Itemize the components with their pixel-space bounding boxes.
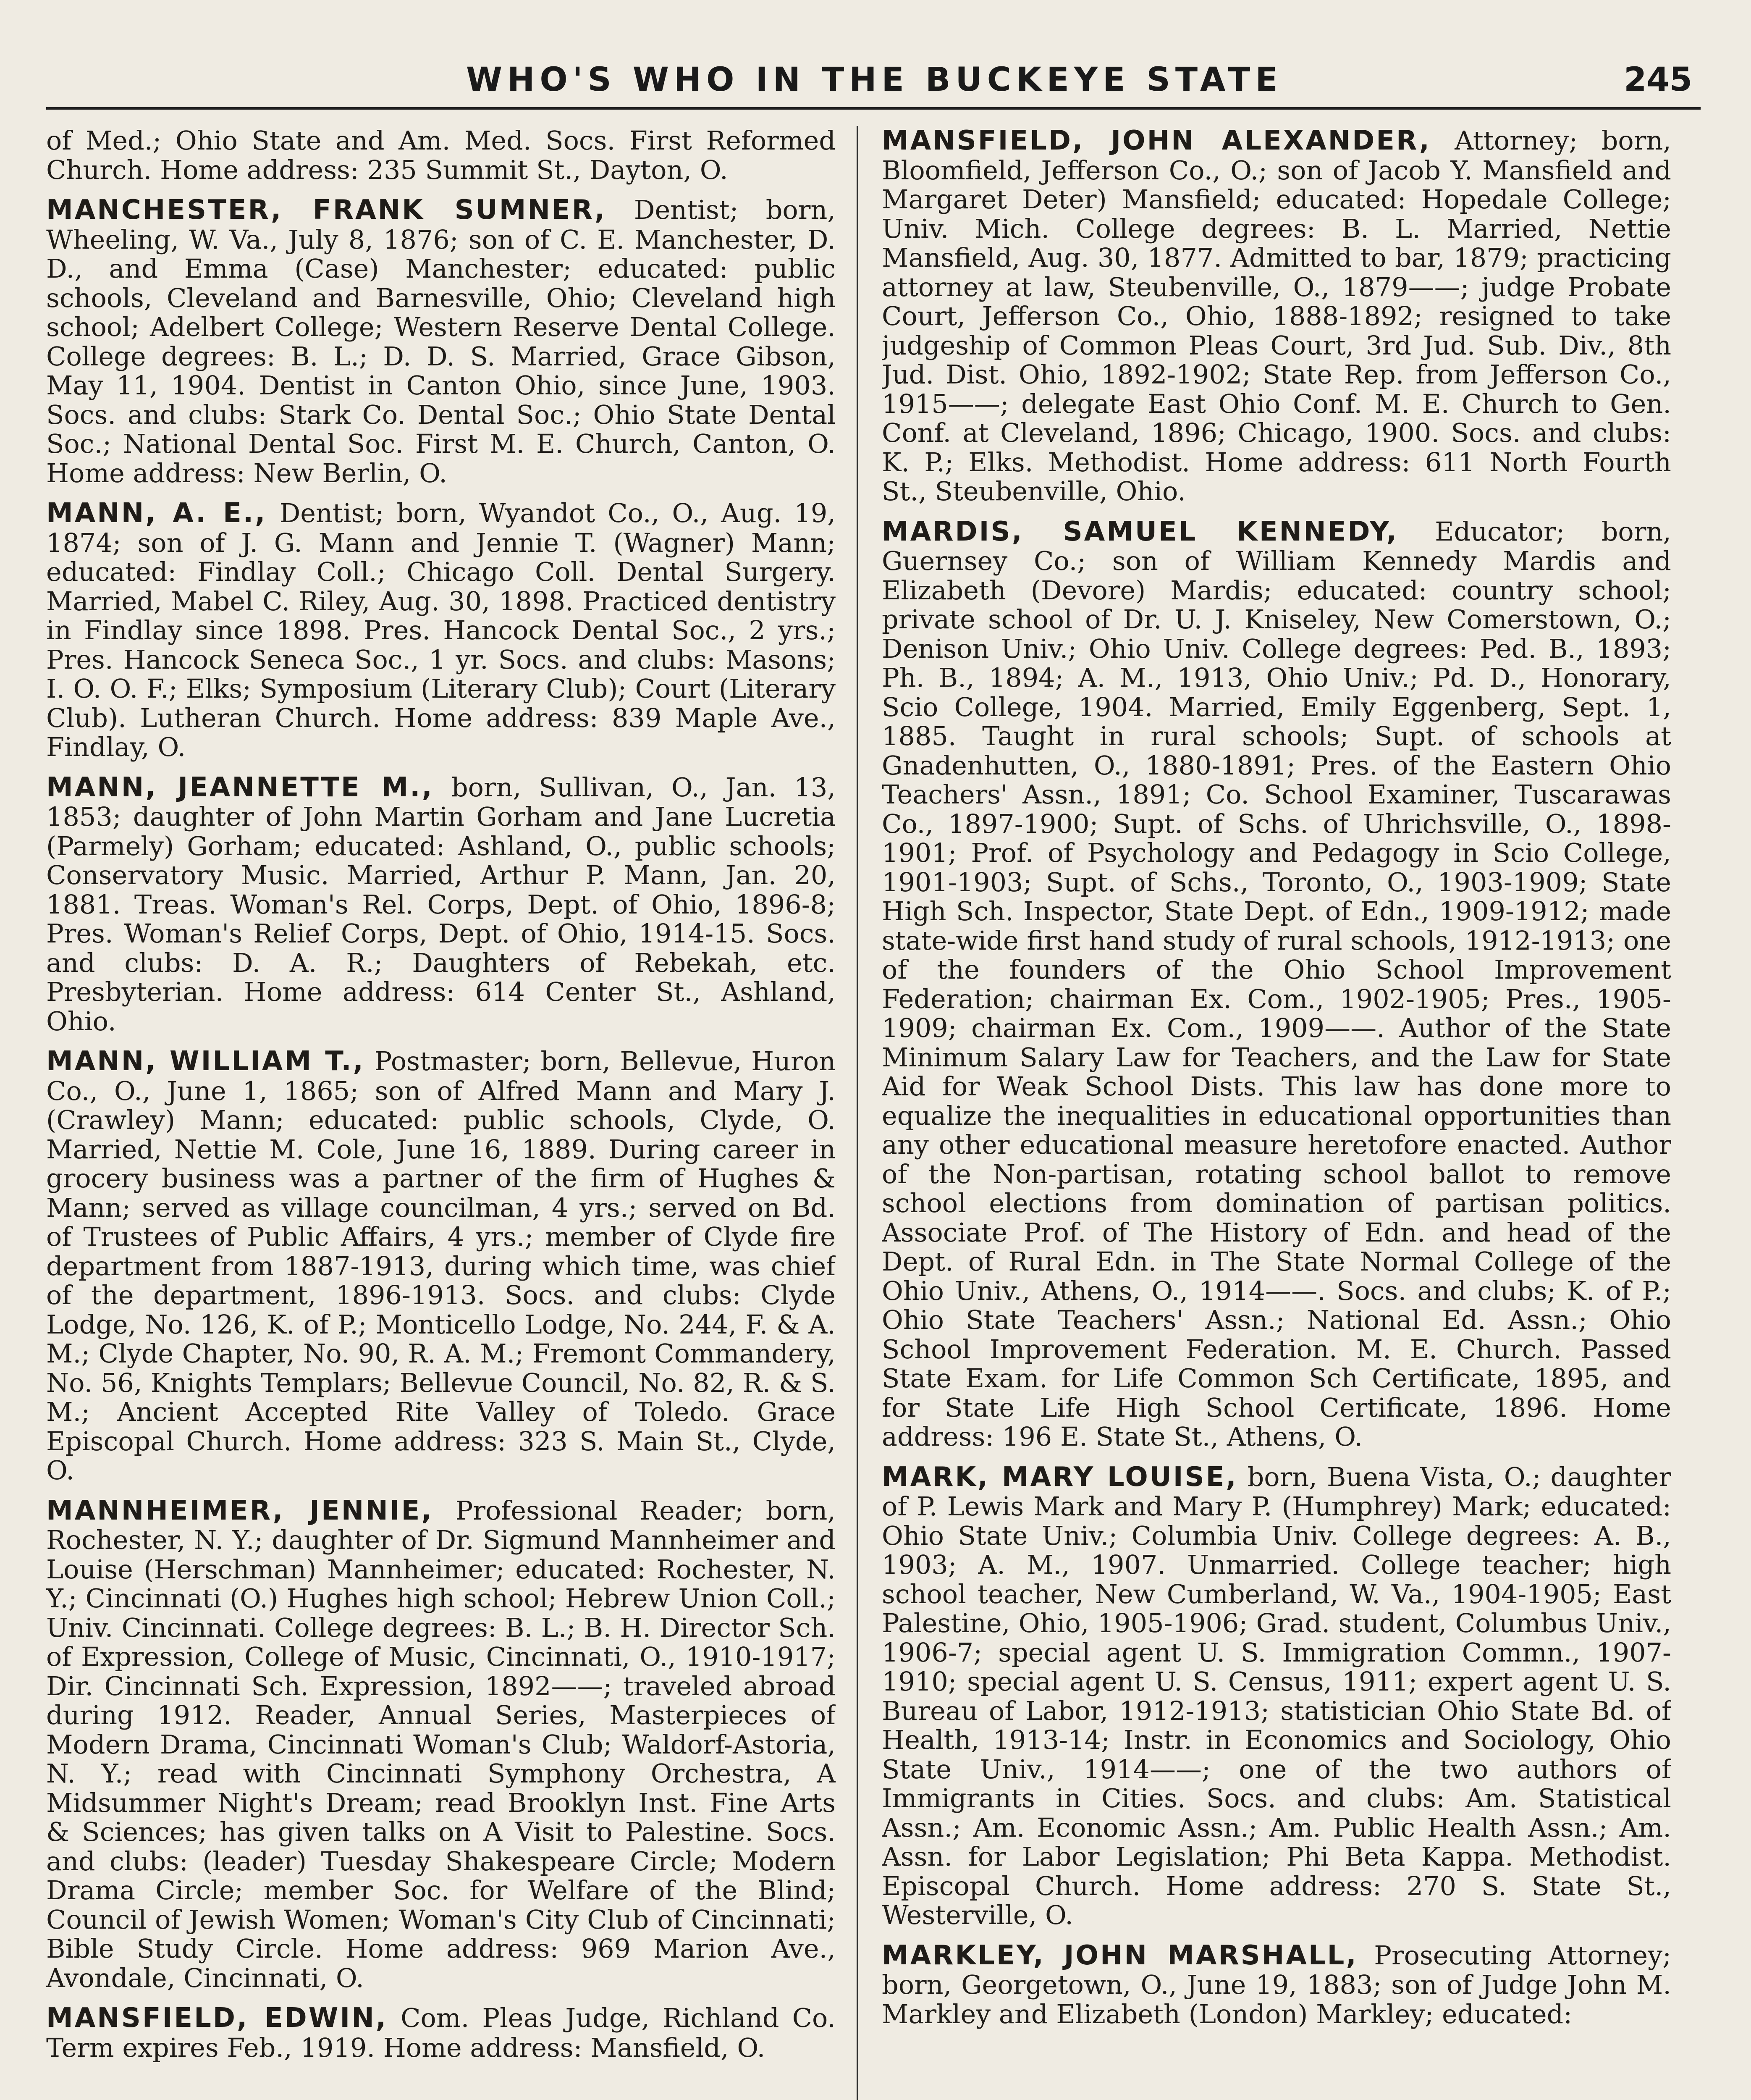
biography-entry [46,773,836,1036]
page-header [46,57,1701,110]
entry-text: Attorney; born, Bloomfield, Jefferson Co., O.; son of Jacob Y. Mansfield and Margaret Deter) Mansfield; educated: Hopedale College; Univ. Mich. College degrees: B. L. Married, Nettie Mansfield, Aug. 30, 1877. Admitted to bar, 1879; practicing attorney at law, Steubenville, O., 1879——; judge Probate Court, Jefferson Co., Ohio, 1888-1892; resigned to take judgeship of Common Pleas Court, 3rd Jud. Sub. Div., 8th Jud. Dist. Ohio, 1892-1902; State Rep. from Jefferson Co., 1915——; delegate East Ohio Conf. M. E. Church to Gen. Conf. at Cleveland, 1896; Chicago, 1900. Socs. and clubs: K. P.; Elks. Methodist. Home address: 611 North Fourth St., Steubenville, Ohio. [882,126,1671,507]
entry-name: MANN, A. E., [46,498,267,529]
entry-name: MANCHESTER, FRANK SUMNER, [46,194,607,226]
entry-text: Dentist; born, Wheeling, W. Va., July 8, 1876; son of C. E. Manchester, D. D., and Emma (Case) Manchester; educated: public schools, Cleveland and Barnesville, Ohio; Cleveland high school; Adelbert College; Western Reserve Dental College. College degrees: B. L.; D. D. S. Married, Grace Gibson, May 11, 1904. Dentist in Canton Ohio, since June, 1903. Socs. and clubs: Stark Co. Dental Soc.; Ohio State Dental Soc.; National Dental Soc. First M. E. Church, Canton, O. Home address: New Berlin, O. [46,194,836,488]
biography-entry [46,1496,836,1993]
entry-text: Dentist; born, Wyandot Co., O., Aug. 19, 1874; son of J. G. Mann and Jennie T. (Wagner) Mann; educated: Findlay Coll.; Chicago Coll. Dental Surgery. Married, Mabel C. Riley, Aug. 30, 1898. Practiced dentistry in Findlay since 1898. Pres. Hancock Dental Soc., 2 yrs.; Pres. Hancock Seneca Soc., 1 yr. Socs. and clubs: Masons; I. O. O. F.; Elks; Symposium (Literary Club); Court (Literary Club). Lutheran Church. Home address: 839 Maple Ave., Findlay, O. [46,498,836,762]
entry-text: of Med.; Ohio State and Am. Med. Socs. First Reformed Church. Home address: 235 Summit St., Dayton, O. [46,126,836,185]
entry-text: Postmaster; born, Bellevue, Huron Co., O., June 1, 1865; son of Alfred Mann and Mary J. (Crawley) Mann; educated: public schools, Clyde, O. Married, Nettie M. Cole, June 16, 1889. During career in grocery business was a partner of the firm of Hughes & Mann; served as village councilman, 4 yrs.; served on Bd. of Trustees of Public Affairs, 4 yrs.; member of Clyde fire department from 1887-1913, during which time, was chief of the department, 1896-1913. Socs. and clubs: Clyde Lodge, No. 126, K. of P.; Monticello Lodge, No. 244, F. & A. M.; Clyde Chapter, No. 90, R. A. M.; Fremont Commandery, No. 56, Knights Templars; Bellevue Council, No. 82, R. & S. M.; Ancient Accepted Rite Valley of Toledo. Grace Episcopal Church. Home address: 323 S. Main St., Clyde, O. [46,1046,836,1486]
entry-text: Com. Pleas Judge, Richland Co. Term expires Feb., 1919. Home address: Mansfield, O. [46,2003,836,2063]
entry-text: Prosecuting Attorney; born, Georgetown, O., June 19, 1883; son of Judge John M. Markley and Elizabeth (London) Markley; educated: [882,1940,1671,2029]
entry-name: MANN, JEANNETTE M., [46,772,434,803]
entry-name: MANNHEIMER, JENNIE, [46,1495,433,1526]
biography-entry [46,2003,836,2062]
biography-entry [46,195,836,488]
biography-entry [882,1462,1671,1930]
entry-name: MANN, WILLIAM T., [46,1046,365,1077]
biography-entry [882,126,1671,506]
entry-name: MANSFIELD, EDWIN, [46,2003,388,2034]
entry-text: born, Sullivan, O., Jan. 13, 1853; daughter of John Martin Gorham and Jane Lucretia (Parmely) Gorham; educated: Ashland, O., public schools; Conservatory Music. Married, Arthur P. Mann, Jan. 20, 1881. Treas. Woman's Rel. Corps, Dept. of Ohio, 1896-8; Pres. Woman's Relief Corps, Dept. of Ohio, 1914-15. Socs. and clubs: D. A. R.; Daughters of Rebekah, etc. Presbyterian. Home address: 614 Center St., Ashland, Ohio. [46,772,836,1037]
entry-text: Professional Reader; born, Rochester, N. Y.; daughter of Dr. Sigmund Mannheimer and Louise (Herschman) Mannheimer; educated: Rochester, N. Y.; Cincinnati (O.) Hughes high school; Hebrew Union Coll.; Univ. Cincinnati. College degrees: B. L.; B. H. Director Sch. of Expression, College of Music, Cincinnati, O., 1910-1917; Dir. Cincinnati Sch. Expression, 1892——; traveled abroad during 1912. Reader, Annual Series, Masterpieces of Modern Drama, Cincinnati Woman's Club; Waldorf-Astoria, N. Y.; read with Cincinnati Symphony Orchestra, A Midsummer Night's Dream; read Brooklyn Inst. Fine Arts & Sciences; has given talks on A Visit to Palestine. Socs. and clubs: (leader) Tuesday Shakespeare Circle; Modern Drama Circle; member Soc. for Welfare of the Blind; Council of Jewish Women; Woman's City Club of Cincinnati; Bible Study Circle. Home address: 969 Marion Ave., Avondale, Cincinnati, O. [46,1495,836,1993]
running-title: WHO'S WHO IN THE BUCKEYE STATE [466,61,1283,99]
right-column [882,126,1671,2100]
biography-entry [46,1047,836,1485]
entry-name: MARKLEY, JOHN MARSHALL, [882,1940,1358,1971]
biography-entry [882,1941,1671,2029]
entry-name: MARDIS, SAMUEL KENNEDY, [882,516,1398,547]
page-number: 245 [1624,61,1692,99]
biography-entry [882,517,1671,1452]
entry-text: Educator; born, Guernsey Co.; son of William Kennedy Mardis and Elizabeth (Devore) Mardis; educated: country school; private school of Dr. U. J. Kniseley, New Comerstown, O.; Denison Univ.; Ohio Univ. College degrees: Ped. B., 1893; Ph. B., 1894; A. M., 1913, Ohio Univ.; Pd. D., Honorary, Scio College, 1904. Married, Emily Eggenberg, Sept. 1, 1885. Taught in rural schools; Supt. of schools at Gnadenhutten, O., 1880-1891; Pres. of the Eastern Ohio Teachers' Assn., 1891; Co. School Examiner, Tuscarawas Co., 1897-1900; Supt. of Schs. of Uhrichsville, O., 1898-1901; Prof. of Psychology and Pedagogy in Scio College, 1901-1903; Supt. of Schs., Toronto, O., 1903-1909; State High Sch. Inspector, State Dept. of Edn., 1909-1912; made state-wide first hand study of rural schools, 1912-1913; one of the founders of the Ohio School Improvement Federation; chairman Ex. Com., 1902-1905; Pres., 1905-1909; chairman Ex. Com., 1909——. Author of the State Minimum Salary Law for Teachers, and the Law for State Aid for Weak School Dists. This law has done more to equalize the inequalities in educational opportunities than any other educational measure heretofore enacted. Author of the Non-partisan, rotating school ballot to remove school elections from domination of partisan politics. Associate Prof. of The History of Edn. and head of the Dept. of Rural Edn. in The State Normal College of the Ohio Univ., Athens, O., 1914——. Socs. and clubs; K. of P.; Ohio State Teachers' Assn.; National Ed. Assn.; Ohio School Improvement Federation. M. E. Church. Passed State Exam. for Life Common Sch Certificate, 1895, and for State Life High School Certificate, 1896. Home address: 196 E. State St., Athens, O. [882,516,1671,1452]
entry-text: born, Buena Vista, O.; daughter of P. Lewis Mark and Mary P. (Humphrey) Mark; educated: Ohio State Univ.; Columbia Univ. College degrees: A. B., 1903; A. M., 1907. Unmarried. College teacher; high school teacher, New Cumberland, W. Va., 1904-1905; East Palestine, Ohio, 1905-1906; Grad. student, Columbus Univ., 1906-7; special agent U. S. Immigration Commn., 1907-1910; special agent U. S. Census, 1911; expert agent U. S. Bureau of Labor, 1912-1913; statistician Ohio State Bd. of Health, 1913-14; Instr. in Economics and Sociology, Ohio State Univ., 1914——; one of the two authors of Immigrants in Cities. Socs. and clubs: Am. Statistical Assn.; Am. Economic Assn.; Am. Public Health Assn.; Am. Assn. for Labor Legislation; Phi Beta Kappa. Methodist. Episcopal Church. Home address: 270 S. State St., Westerville, O. [882,1461,1671,1930]
biography-entry [46,126,836,184]
biography-entry [46,499,836,762]
entry-name: MARK, MARY LOUISE, [882,1461,1238,1493]
column-divider [857,126,858,2100]
entry-name: MANSFIELD, JOHN ALEXANDER, [882,126,1431,156]
left-column [46,126,836,2100]
